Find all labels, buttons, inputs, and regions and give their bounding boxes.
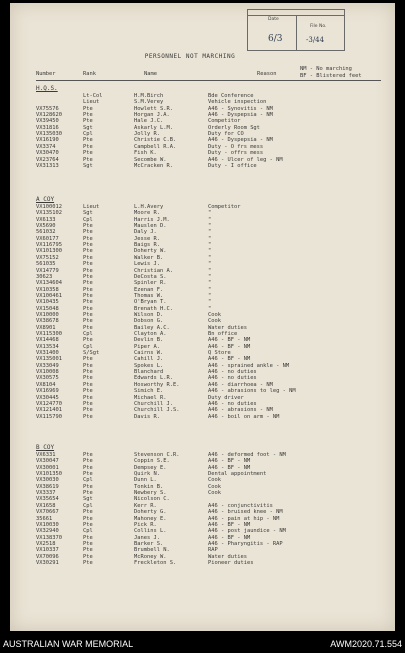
cell-name: Churchill J. (134, 400, 173, 407)
cell-reason: Cook (208, 477, 221, 484)
cell-rank: Cpl (83, 216, 93, 223)
cell-reason: A46 - no duties (208, 400, 257, 407)
cell-name: Doherty G. (134, 509, 167, 516)
cell-reason: Duty driver (208, 394, 244, 401)
cell-number: VX10337 (36, 547, 59, 554)
cell-number: VX10008 (36, 369, 59, 376)
cell-number: VX115790 (36, 413, 62, 420)
cell-reason: Cook (208, 311, 221, 318)
cell-rank: Pte (83, 553, 93, 560)
cell-rank: Pte (83, 156, 93, 163)
cell-rank: Pte (83, 540, 93, 547)
cell-name: Cahill J. (134, 356, 164, 363)
cell-reason: " (208, 248, 212, 255)
cell-number: VX135001 (36, 356, 62, 363)
cell-reason: Duty for CO (208, 131, 244, 138)
cell-number: VX14779 (36, 267, 59, 274)
cell-name: Pick R. (134, 521, 157, 528)
cell-rank: Pte (83, 521, 93, 528)
cell-reason: " (208, 261, 212, 268)
cell-rank: Pte (83, 509, 93, 516)
cell-rank: Lieut (83, 99, 100, 106)
cell-rank: Pte (83, 534, 93, 541)
cell-reason: Bde Conference (208, 93, 254, 99)
cell-reason: A46 - pain at hip - NM (208, 515, 280, 522)
cell-reason: A46 - no duties (208, 375, 257, 382)
cell-reason: A46 - BF - NM (208, 337, 251, 344)
cell-number: VX30575 (36, 375, 59, 382)
cell-name: Ezenan F. (134, 286, 164, 293)
cell-rank: Pte (83, 362, 93, 369)
cell-reason: " (208, 210, 212, 217)
header-reason: Reason (257, 71, 277, 77)
cell-rank: Pte (83, 105, 93, 112)
header-rank: Rank (83, 71, 96, 77)
cell-number: VX14468 (36, 337, 59, 344)
cell-rank: Cpl (83, 343, 93, 350)
stamp-date-label: Date (268, 17, 279, 22)
cell-name: Walker B. (134, 254, 164, 261)
cell-reason: A46 - BF - NM (208, 343, 251, 350)
cell-reason: " (208, 235, 212, 242)
cell-name: Kerr R. (134, 502, 157, 509)
cell-number: VX16969 (36, 388, 59, 395)
cell-reason: " (208, 273, 212, 280)
cell-name: Spinler R. (134, 280, 167, 287)
cell-reason: Bn office (208, 331, 238, 337)
cell-name: Moore R. (134, 210, 160, 217)
cell-rank: Pte (83, 248, 93, 255)
cell-number: VX23764 (36, 156, 59, 163)
cell-reason: A46 - BF - NM (208, 464, 251, 471)
cell-name: Mahoney E. (134, 515, 167, 522)
cell-number: VX101350 (36, 471, 62, 478)
cell-number: 30623 (36, 273, 53, 280)
cell-rank: Pte (83, 267, 93, 274)
cell-rank: Sgt (83, 496, 93, 503)
cell-reason: A46 - Dyspepsia - NM (208, 112, 273, 119)
cell-name: DeCosta S. (134, 273, 167, 280)
cell-rank: Pte (83, 471, 93, 478)
cell-name: Davis R. (134, 413, 160, 420)
cell-reason: A46 - Synovitis - NM (208, 105, 273, 112)
cell-reason: " (208, 223, 212, 230)
cell-rank: Pte (83, 318, 93, 325)
cell-name: Askarly L.M. (134, 124, 173, 131)
cell-number: VX70667 (36, 509, 59, 516)
cell-rank: Pte (83, 490, 93, 497)
cell-name: Blanchard (134, 369, 164, 376)
cell-rank: Pte (83, 324, 93, 331)
cell-rank: S/Sgt (83, 350, 100, 357)
cell-number: VX6133 (36, 216, 56, 223)
cell-rank: Pte (83, 311, 93, 318)
cell-rank: Pte (83, 458, 93, 465)
cell-name: Clayton A. (134, 331, 167, 337)
cell-rank: Sgt (83, 162, 93, 169)
cell-reason: " (208, 216, 212, 223)
cell-reason: A46 - conjunctivitis (208, 502, 273, 509)
cell-reason: " (208, 286, 212, 293)
cell-rank: Pte (83, 150, 93, 157)
cell-number: VX128620 (36, 112, 62, 119)
cell-reason: " (208, 267, 212, 274)
cell-rank: Pte (83, 118, 93, 125)
cell-name: Brumbell N. (134, 547, 170, 554)
section-label: B COY (36, 444, 55, 451)
cell-name: Harris J.M. (134, 216, 170, 223)
cell-reason: " (208, 305, 212, 312)
cell-rank: Pte (83, 112, 93, 119)
cell-name: Nicolson C. (134, 496, 170, 503)
cell-number: VX38619 (36, 483, 59, 490)
cell-name: Jesse R. (134, 235, 160, 242)
cell-name: Spokes L. (134, 362, 164, 369)
cell-reason: Pioneer duties (208, 559, 254, 566)
cell-reason: A46 - post jaundice - NM (208, 528, 286, 535)
cell-reason: Duty - I office (208, 162, 257, 169)
cell-reason: A46 - abrasions - NM (208, 407, 273, 414)
cell-number: VX134604 (36, 280, 62, 287)
cell-name: Simich E. (134, 388, 164, 395)
section-label: H.Q.S. (36, 85, 58, 92)
cell-reason: A46 - no duties (208, 369, 257, 376)
cell-reason: Water duties (208, 324, 247, 331)
cell-number: VX121401 (36, 407, 62, 414)
cell-name: Newbery S. (134, 490, 167, 497)
cell-rank: Pte (83, 229, 93, 236)
cell-reason: " (208, 254, 212, 261)
cell-reason: A46 - BF - NM (208, 521, 251, 528)
cell-name: Lewis J. (134, 261, 160, 268)
cell-rank: Pte (83, 305, 93, 312)
cell-number: VX31816 (36, 124, 59, 131)
cell-number: VX31313 (36, 162, 59, 169)
cell-rank: Cpl (83, 528, 93, 535)
cell-number: VX16190 (36, 137, 59, 144)
cell-reason: Cook (208, 490, 221, 497)
cell-reason: Q Store (208, 350, 231, 357)
cell-name: Doherty W. (134, 248, 167, 255)
cell-rank: Lieut (83, 204, 100, 210)
cell-number: VX138370 (36, 534, 62, 541)
cell-reason: A46 - BF - NM (208, 534, 251, 541)
cell-number: VX30470 (36, 150, 59, 157)
cell-number: VX135102 (36, 210, 62, 217)
cell-name: Thomas W. (134, 292, 164, 299)
footer-bar (0, 634, 405, 653)
cell-number: VX100461 (36, 292, 62, 299)
cell-reason: Duty - offrs mess (208, 150, 264, 157)
cell-number: 561035 (36, 261, 56, 268)
file-stamp (247, 9, 345, 51)
cell-name: Dempsey E. (134, 464, 167, 471)
cell-name: Christian A. (134, 267, 173, 274)
cell-rank: Pte (83, 299, 93, 306)
cell-name: Dobson G. (134, 318, 164, 325)
header-name: Name (144, 71, 157, 77)
cell-number: VX3374 (36, 143, 56, 150)
cell-name: Fish K. (134, 150, 157, 157)
stamp-handwritten-right: -3/44 (306, 36, 325, 44)
cell-number: VX70096 (36, 553, 59, 560)
cell-number: VX32940 (36, 528, 59, 535)
cell-rank: Pte (83, 356, 93, 363)
cell-number: VX30047 (36, 458, 59, 465)
cell-name: Devlin B. (134, 337, 164, 344)
cell-rank: Pte (83, 292, 93, 299)
cell-reason: Vehicle inspection (208, 99, 267, 106)
section-label: A COY (36, 196, 55, 203)
cell-name: Dunn L. (134, 477, 157, 484)
footer-credit: AUSTRALIAN WAR MEMORIAL (3, 639, 134, 649)
cell-reason: A46 - BF - NM (208, 356, 251, 363)
cell-number: VX10000 (36, 311, 59, 318)
cell-rank: Cpl (83, 331, 93, 337)
cell-reason: A46 - diarrhoea - NM (208, 381, 273, 388)
cell-name: Brenath H.C. (134, 305, 173, 312)
cell-number: VX30030 (36, 477, 59, 484)
cell-number: VX33049 (36, 362, 59, 369)
cell-reason: A46 - abrasions to leg - NM (208, 388, 296, 395)
document-page (10, 3, 395, 631)
cell-name: Baigs R. (134, 242, 160, 249)
cell-reason: Orderly Room Sgt (208, 124, 260, 131)
cell-rank: Pte (83, 223, 93, 230)
stamp-file-label: File No. (310, 24, 327, 29)
cell-number: VX135030 (36, 131, 62, 138)
page-title: PERSONNEL NOT MARCHING (144, 53, 236, 60)
cell-rank: Pte (83, 515, 93, 522)
cell-reason: A46 - Ulcer of leg - NM (208, 156, 283, 163)
cell-number: VX35654 (36, 496, 59, 503)
cell-reason: A46 - deformed foot - NM (208, 452, 286, 458)
cell-name: Wilson D. (134, 311, 164, 318)
cell-name: Churchill J.S. (134, 407, 180, 414)
stamp-handwritten-left: 6/3 (268, 34, 283, 44)
cell-rank: Pte (83, 464, 93, 471)
cell-number: VX31400 (36, 350, 59, 357)
cell-reason: A46 - sprained ankle - NM (208, 362, 290, 369)
cell-reason: A46 - BF - NM (208, 458, 251, 465)
cell-number: VX10030 (36, 521, 59, 528)
legend-no-marching: NM - No marching (300, 66, 352, 72)
cell-reason: A46 - Dyspepsia - NM (208, 137, 273, 144)
cell-name: Piper A. (134, 343, 160, 350)
stamp-divider (296, 15, 297, 50)
cell-name: Michael R. (134, 394, 167, 401)
cell-number: VX1658 (36, 502, 56, 509)
header-rule (36, 80, 381, 81)
cell-rank: Pte (83, 400, 93, 407)
cell-reason: Duty - O frs mess (208, 143, 264, 150)
cell-name: O'Bryan T. (134, 299, 167, 306)
cell-number: VX124770 (36, 400, 62, 407)
cell-rank: Pte (83, 137, 93, 144)
cell-rank: Pte (83, 483, 93, 490)
cell-reason: " (208, 280, 212, 287)
cell-name: H.M.Birch (134, 93, 164, 99)
cell-reason: " (208, 299, 212, 306)
cell-number: VX13534 (36, 343, 59, 350)
cell-reason: A46 - boil on arm - NM (208, 413, 280, 420)
cell-name: Stevenson C.R. (134, 452, 180, 458)
cell-rank: Pte (83, 394, 93, 401)
cell-reason: A46 - bruised knee - NM (208, 509, 283, 516)
cell-rank: Cpl (83, 131, 93, 138)
cell-name: Freckleton S. (134, 559, 177, 566)
cell-rank: Sgt (83, 124, 93, 131)
cell-rank: Pte (83, 413, 93, 420)
cell-number: VX75576 (36, 105, 59, 112)
legend-blistered-feet: BF - Blistered feet (300, 73, 362, 79)
cell-reason: " (208, 292, 212, 299)
cell-rank: Sgt (83, 210, 93, 217)
cell-name: Campbell R.A. (134, 143, 177, 150)
cell-number: VX2518 (36, 540, 56, 547)
cell-number: VX30445 (36, 394, 59, 401)
cell-reason: Water duties (208, 553, 247, 560)
cell-number: VX15048 (36, 305, 59, 312)
cell-name: McCracken R. (134, 162, 173, 169)
cell-rank: Pte (83, 407, 93, 414)
cell-name: Christie C.B. (134, 137, 177, 144)
cell-name: Quirk N. (134, 471, 160, 478)
cell-rank: Pte (83, 388, 93, 395)
cell-number: VX116795 (36, 242, 62, 249)
header-number: Number (36, 71, 56, 77)
cell-name: Janes J. (134, 534, 160, 541)
cell-name: Daly J. (134, 229, 157, 236)
cell-rank: Pte (83, 369, 93, 376)
cell-name: Mauslen D. (134, 223, 167, 230)
cell-name: Edwards L.R. (134, 375, 173, 382)
cell-name: Hale J.C. (134, 118, 164, 125)
cell-name: McRoney W. (134, 553, 167, 560)
cell-name: Hosworthy R.E. (134, 381, 180, 388)
cell-rank: Lt-Col (83, 93, 103, 99)
cell-name: L.H.Avery (134, 204, 164, 210)
cell-rank: Pte (83, 235, 93, 242)
cell-number: VX3337 (36, 490, 56, 497)
cell-number: VX10435 (36, 299, 59, 306)
cell-number: VX75152 (36, 254, 59, 261)
cell-number: 561032 (36, 229, 56, 236)
cell-reason: " (208, 229, 212, 236)
cell-number: VX60177 (36, 235, 59, 242)
cell-name: Cairns W. (134, 350, 164, 357)
cell-number: VX115300 (36, 331, 62, 337)
cell-reason: RAP (208, 547, 218, 554)
cell-rank: Pte (83, 261, 93, 268)
cell-rank: Pte (83, 452, 93, 458)
cell-number: VX100012 (36, 204, 62, 210)
cell-rank: Pte (83, 273, 93, 280)
cell-name: Coppin S.E. (134, 458, 170, 465)
cell-number: 35661 (36, 515, 53, 522)
cell-reason: Cook (208, 318, 221, 325)
cell-name: Collins L. (134, 528, 167, 535)
cell-rank: Cpl (83, 477, 93, 484)
cell-number: VX38678 (36, 318, 59, 325)
cell-reason: Competitor (208, 118, 241, 125)
cell-number: VX30001 (36, 464, 59, 471)
cell-reason: A46 - Pharyngitis - RAP (208, 540, 283, 547)
cell-reason: Competitor (208, 204, 241, 210)
cell-rank: Pte (83, 559, 93, 566)
cell-name: Horgan J.A. (134, 112, 170, 119)
cell-number: VX10358 (36, 286, 59, 293)
cell-number: VX39450 (36, 118, 59, 125)
cell-name: Howlett S.R. (134, 105, 173, 112)
cell-number: VX6331 (36, 452, 56, 458)
cell-name: Tonkin B. (134, 483, 164, 490)
cell-rank: Pte (83, 280, 93, 287)
cell-number: VX30291 (36, 559, 59, 566)
cell-number: VX8901 (36, 324, 56, 331)
footer-accession: AWM2020.71.554 (330, 639, 402, 649)
cell-rank: Pte (83, 143, 93, 150)
cell-number: VX8104 (36, 381, 56, 388)
cell-rank: Cpl (83, 502, 93, 509)
cell-rank: Pte (83, 381, 93, 388)
cell-name: Jolly R. (134, 131, 160, 138)
cell-rank: Pte (83, 337, 93, 344)
cell-name: Bailey A.C. (134, 324, 170, 331)
cell-reason: Dental appointment (208, 471, 267, 478)
cell-rank: Pte (83, 254, 93, 261)
cell-rank: Pte (83, 286, 93, 293)
cell-rank: Pte (83, 242, 93, 249)
cell-name: S.M.Verey (134, 99, 164, 106)
cell-number: VX101300 (36, 248, 62, 255)
cell-number: VX5690 (36, 223, 56, 230)
cell-rank: Pte (83, 375, 93, 382)
cell-reason: " (208, 242, 212, 249)
cell-name: Secombe W. (134, 156, 167, 163)
cell-rank: Pte (83, 547, 93, 554)
cell-name: Barker S. (134, 540, 164, 547)
cell-reason: Cook (208, 483, 221, 490)
